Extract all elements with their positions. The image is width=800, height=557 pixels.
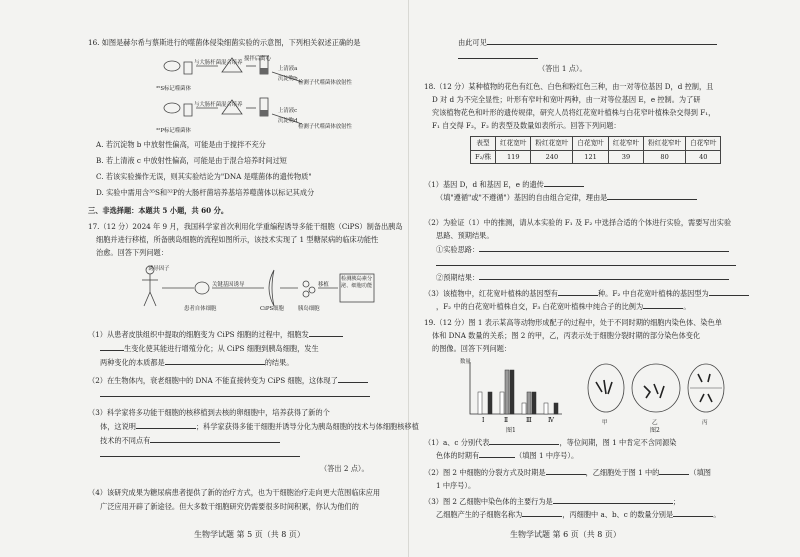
q16-label-sed2: 沉淀物d [278,118,298,124]
left-page [82,0,419,557]
fig2-cell-yi: 乙 [652,420,658,426]
fig1-bar-b [505,370,509,414]
table-cell: 119 [496,150,531,164]
table-row [471,150,721,164]
fig1-bar-a [500,392,504,414]
fig1-bar-b [527,392,531,414]
q16-stem: 16. 如图是赫尔希与蔡斯进行的噬菌体侵染细菌实验的示意图，下列相关叙述正确的是 [88,38,361,47]
q17-sub4-line2: 广泛应用开辟了新途径。但大多数干细胞研究仍需要很多时间积累，你认为他们的 [100,502,359,511]
q16-label-result1: 检测子代噬菌体放射性 [298,80,352,86]
q16-option-b: B. 若上清液 c 中放射性偏高，可能是由于混合培养时间过短 [96,156,287,165]
fig1-bar-a [478,392,482,414]
carryover-line: 由此可见 [458,38,717,49]
fig1-tick-label: Ⅰ [482,417,485,424]
table-cell: 240 [531,150,573,164]
q16-label-phage2: ³²P标记噬菌体 [156,128,191,134]
q19-sub3-line1: （3）图 2 乙细胞中染色体的主要行为是 ； [424,497,680,506]
carryover-score-note: （答出 1 点）。 [538,64,587,73]
table-header-cell: 表型 [471,137,496,151]
q17-sub1-line1: （1）从患者皮肤组织中提取的细胞变为 CiPS 细胞的过程中，细胞发 [88,330,343,341]
q17-label-transplant: 移植 [318,282,329,288]
table-header-cell: 红花宽叶 [496,137,531,151]
page-divider [408,0,409,557]
section-three-heading: 三、非选择题：本题共 5 小题，共 60 分。 [88,206,229,215]
fig2-cell-jia: 甲 [602,420,608,426]
q19-figure-1-chart [458,356,568,424]
right-page-footer: 生物学试题 第 6 页（共 8 页） [510,530,621,539]
q19-stem-line1: 19.（12 分）图 1 表示某高等动物形成配子的过程中，处于不同时期的细胞内染色体、染色单 [424,318,722,327]
q17-label-islet: 胰岛细胞 [298,306,320,312]
q16-label-phage1: ³⁵S标记噬菌体 [156,86,191,92]
table-cell: 121 [573,150,608,164]
q17-stem-line1: 17.（12 分）2024 年 9 月，我国科学家首次利用化学重编程诱导多能干细胞（CiPS）制备出胰岛 [88,222,403,231]
table-cell: 80 [644,150,686,164]
fig1-caption: 图1 [506,427,516,434]
q17-sub3-line3: 技术的不同点有 [100,436,280,447]
table-cell: 40 [686,150,721,164]
q16-label-sed1: 沉淀物b [278,76,298,82]
q18-sub1-line1: （1）基因 D，d 和基因 E，e 的遗传 [424,180,584,191]
q18-stem-line4: F₁ 自交得 F₂，F₂ 的表型及数量如表所示。回答下列问题： [432,121,621,130]
q17-sub1-line3: 两种变化的本质都是 的结果。 [100,358,294,367]
table-cell: F₂/株 [471,150,496,164]
q18-sub2-line2: 思路、预期结果。 [436,231,494,240]
q16-label-sup2: 上清液c [278,108,298,114]
q16-label-stir: 搅拌后离心 [244,56,271,62]
q19-sub1-line2: 色体的时期有 （填图 1 中序号）。 [436,451,579,460]
q19-stem-line2: 体和 DNA 数量的关系；图 2 的甲，乙，丙表示处于细胞分裂时期的部分染色体变化 [432,331,701,340]
fig1-tick-label: Ⅲ [526,417,532,424]
q17-sub3-tail: （答出 2 点）。 [320,464,369,473]
q18-stem-line1: 18.（12 分）某种植物的花色有红色、白色和粉红色三种，由一对等位基因 D，d 控制，且 [424,82,714,91]
fig1-tick-label: Ⅱ [504,417,509,424]
fig1-bar-c [510,370,514,414]
table-header-row [471,137,721,151]
q18-results-table [470,136,721,164]
q17-sub1-line2: 生变化使其能进行增殖分化；从 CiPS 细胞到胰岛细胞，发生 [100,344,319,355]
q17-stem-line2: 细胞并进行移植，所备胰岛细胞的流程如图所示，该技术实现了 1 型糖尿病的临床功能性 [96,235,379,244]
fig1-bar-c [532,392,536,414]
q17-sub3-line1: （3）科学家将多功能干细胞的核移植到去核的卵细胞中，培养获得了新的个 [88,408,330,417]
q16-option-d: D. 实验中需用含³⁵S和³²P的大肠杆菌培养基培养噬菌体以标记其成分 [96,188,315,197]
q16-option-a: A. 若沉淀物 b 中放射性偏高，可能是由于搅拌不充分 [96,140,266,149]
fig2-cell-bing: 丙 [702,420,708,426]
q18-sub1-line2: （填"遵循"或"不遵循"）基因的自由组合定律，理由是 [436,193,736,204]
q18-sub2-plan-blank [436,259,736,270]
carryover-blank [458,52,538,63]
q18-sub2-expected: ②预期结果： [436,273,729,284]
q17-flow-diagram [138,262,378,324]
q18-sub2-plan: ①实验思路： [436,245,729,256]
q19-sub2-line2: 1 中序号）。 [436,481,476,490]
q16-label-sup1: 上清液a [278,66,298,72]
right-page [418,0,740,557]
q17-sub2-blank [100,390,370,401]
q17-label-gene-induction: 关键基因诱导 [212,282,245,288]
fig1-bar-c [488,392,492,414]
q19-figure-2-cells [582,358,732,420]
fig1-axis-label: 数量 [460,359,471,365]
q18-sub3-line1: （3）该植物中，红花宽叶植株的基因型有 种。F₂ 中自花宽叶植株的基因型为 [424,289,749,300]
table-header-cell: 粉红花窄叶 [644,137,686,151]
q17-sub4-line1: （4）该研究成果为糖尿病患者提供了新的治疗方式，也为干细胞治疗走向更大范围临床应用 [88,488,381,497]
table-header-cell: 粉红花宽叶 [531,137,573,151]
q19-sub2-line1: （2）图 2 中细胞的分裂方式及时期是 ，乙细胞处于图 1 中的 （填图 [424,468,711,477]
table-cell: 39 [608,150,643,164]
fig1-bar-a [544,403,548,414]
table-header-cell: 白花窄叶 [686,137,721,151]
fig2-caption: 图2 [650,427,660,434]
q17-sub2: （2）在生物体内，衰老细胞中的 DNA 不能直接转变为 CiPS 细胞，这体现了 [88,376,368,387]
q18-sub2-line1: （2）为验证（1）中的推测，请从本实验的 F₁ 及 F₂ 中选择合适的个体进行实验，需要写出实验 [424,218,732,227]
q18-sub3-line2: ，F₂ 中的白花宽叶植株自交，F₃ 白花宽叶植株中纯合子的比例为 。 [436,302,691,311]
q18-stem-line2: D 对 d 为不完全显性；叶形有窄叶和宽叶两种，由一对等位基因 E，e 控制。为了研 [432,95,701,104]
fig1-bar-c [554,403,558,414]
q17-sub3-line4 [100,450,300,461]
q17-label-patient-cell: 患者自体细胞 [184,306,217,312]
q16-label-bacteria1: 与大肠杆菌混合培养 [194,60,243,66]
q19-sub3-line2: 乙细胞产生的子细胞名称为 ，丙细胞中 a、b、c 的数量分别是 。 [436,510,721,519]
q17-stem-line3: 治愈。回答下列问题： [96,248,168,257]
q16-label-bacteria2: 与大肠杆菌混合培养 [194,102,243,108]
q17-sub3-line2: 体，这说明 ；科学家获得多能干细胞并诱导分化为胰岛细胞的技术与体细胞核移植 [100,422,419,431]
q19-sub1-line1: （1）a、c 分别代表 ，等位间期，图 1 中肯定不含同源染 [424,438,677,447]
fig1-bar-a [522,403,526,414]
q16-option-c: C. 若该实验操作无误，则其实验结论为"DNA 是噬菌体的遗传物质" [96,172,312,181]
q17-label-inducer: 诱导因子 [148,266,170,272]
table-header-cell: 红花窄叶 [608,137,643,151]
q17-label-cips: CiPS细胞 [260,306,284,312]
q19-stem-line3: 的图像。回答下列问题： [432,344,512,353]
table-header-cell: 白花宽叶 [573,137,608,151]
q17-label-result-box: 检测胰岛素分泌、细胞功能 [341,276,373,289]
q18-stem-line3: 究该植物花色和叶形的遗传规律，研究人员将红花宽叶植株与白花窄叶植株杂交得到 F₁， [432,108,716,117]
fig1-tick-label: Ⅳ [548,417,554,424]
left-page-footer: 生物学试题 第 5 页（共 8 页） [194,530,305,539]
q16-label-result2: 检测子代噬菌体放射性 [298,124,352,130]
